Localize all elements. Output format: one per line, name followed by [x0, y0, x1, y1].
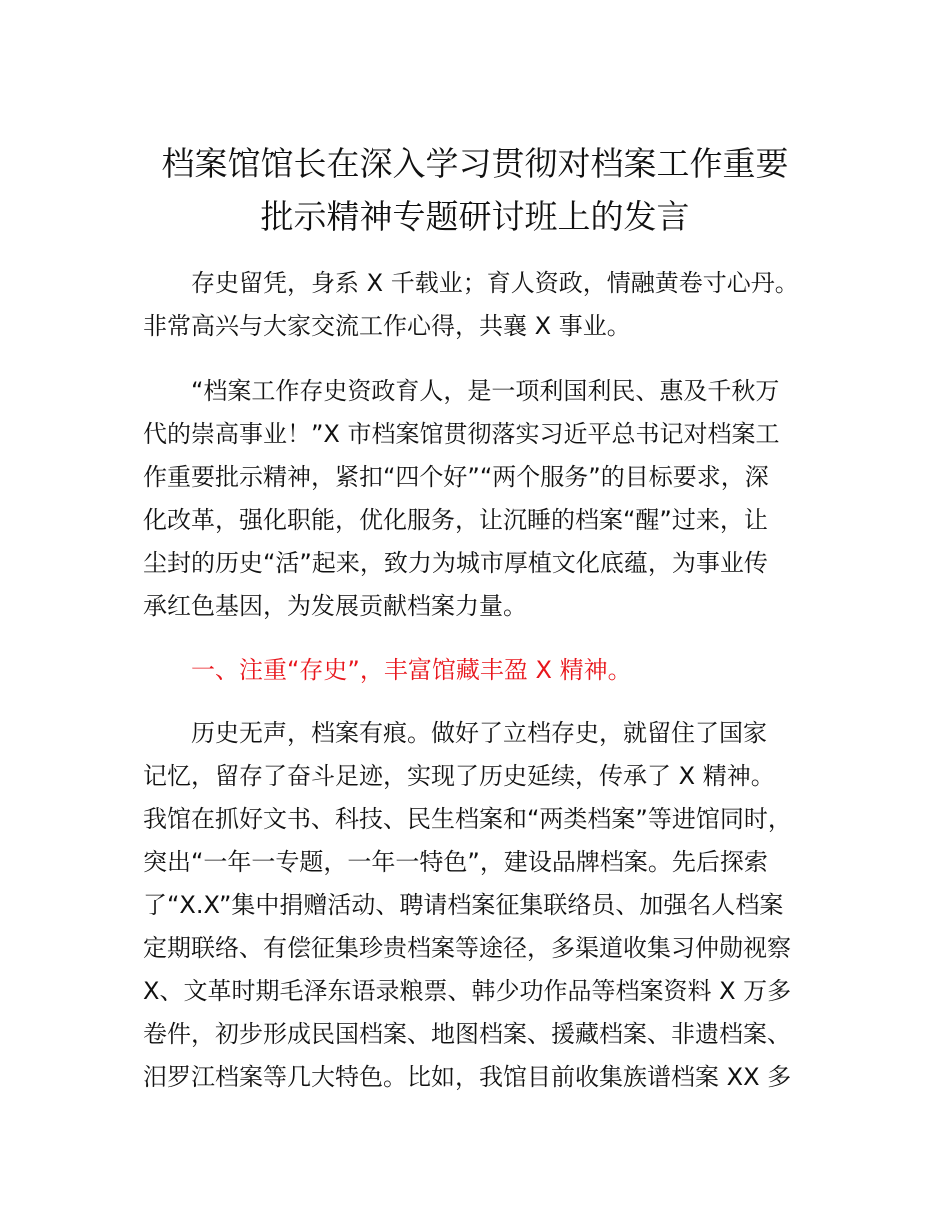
paragraph-line: 非常高兴与大家交流工作心得，共襄 X 事业。 [143, 312, 631, 340]
section-heading [143, 649, 843, 692]
paragraph-section-one [143, 712, 843, 1099]
document-title-line-1: 档案馆馆长在深入学习贯彻对档案工作重要 [161, 144, 789, 183]
paragraph-line: 了“X.X”集中捐赠活动、聘请档案征集联络员、加强名人档案 [143, 891, 784, 919]
paragraph-line: 我馆在抓好文书、科技、民生档案和“两类档案”等进馆同时， [143, 805, 792, 833]
paragraph-line: 历史无声，档案有痕。做好了立档存史，就留住了国家 [191, 719, 767, 747]
paragraph-line: 卷件，初步形成民国档案、地图档案、援藏档案、非遗档案、 [143, 1020, 791, 1048]
paragraph-line: 化改革，强化职能，优化服务，让沉睡的档案“醒”过来，让 [143, 506, 768, 534]
paragraph-line: 承红色基因，为发展贡献档案力量。 [143, 592, 527, 620]
paragraph-line: 汨罗江档案等几大特色。比如，我馆目前收集族谱档案 XX 多 [143, 1063, 792, 1091]
paragraph-line: 存史留凭，身系 X 千载业；育人资政，情融黄卷寸心丹。 [191, 269, 799, 297]
paragraph-line: 定期联络、有偿征集珍贵档案等途径，多渠道收集习仲勋视察 [143, 934, 791, 962]
paragraph-line: 突出“一年一专题，一年一特色”，建设品牌档案。先后探索 [143, 848, 768, 876]
paragraph-line: 作重要批示精神，紧扣“四个好”“两个服务”的目标要求，深 [143, 463, 769, 491]
section-heading-text: 一、注重“存史”，丰富馆藏丰盈 X 精神。 [191, 656, 632, 684]
paragraph-line: 记忆，留存了奋斗足迹，实现了历史延续，传承了 X 精神。 [143, 762, 775, 790]
paragraph-line: “档案工作存史资政育人，是一项利国利民、惠及千秋万 [191, 377, 780, 405]
paragraph-opening [143, 262, 843, 348]
paragraph-line: 代的崇高事业！”X 市档案馆贯彻落实习近平总书记对档案工 [143, 420, 780, 448]
paragraph-line: 尘封的历史“活”起来，致力为城市厚植文化底蕴，为事业传 [143, 549, 768, 577]
paragraph-line: X、文革时期毛泽东语录粮票、韩少功作品等档案资料 X 万多 [143, 977, 792, 1005]
document-title-line-2: 批示精神专题研讨班上的发言 [260, 197, 690, 236]
paragraph-intro [143, 370, 843, 628]
